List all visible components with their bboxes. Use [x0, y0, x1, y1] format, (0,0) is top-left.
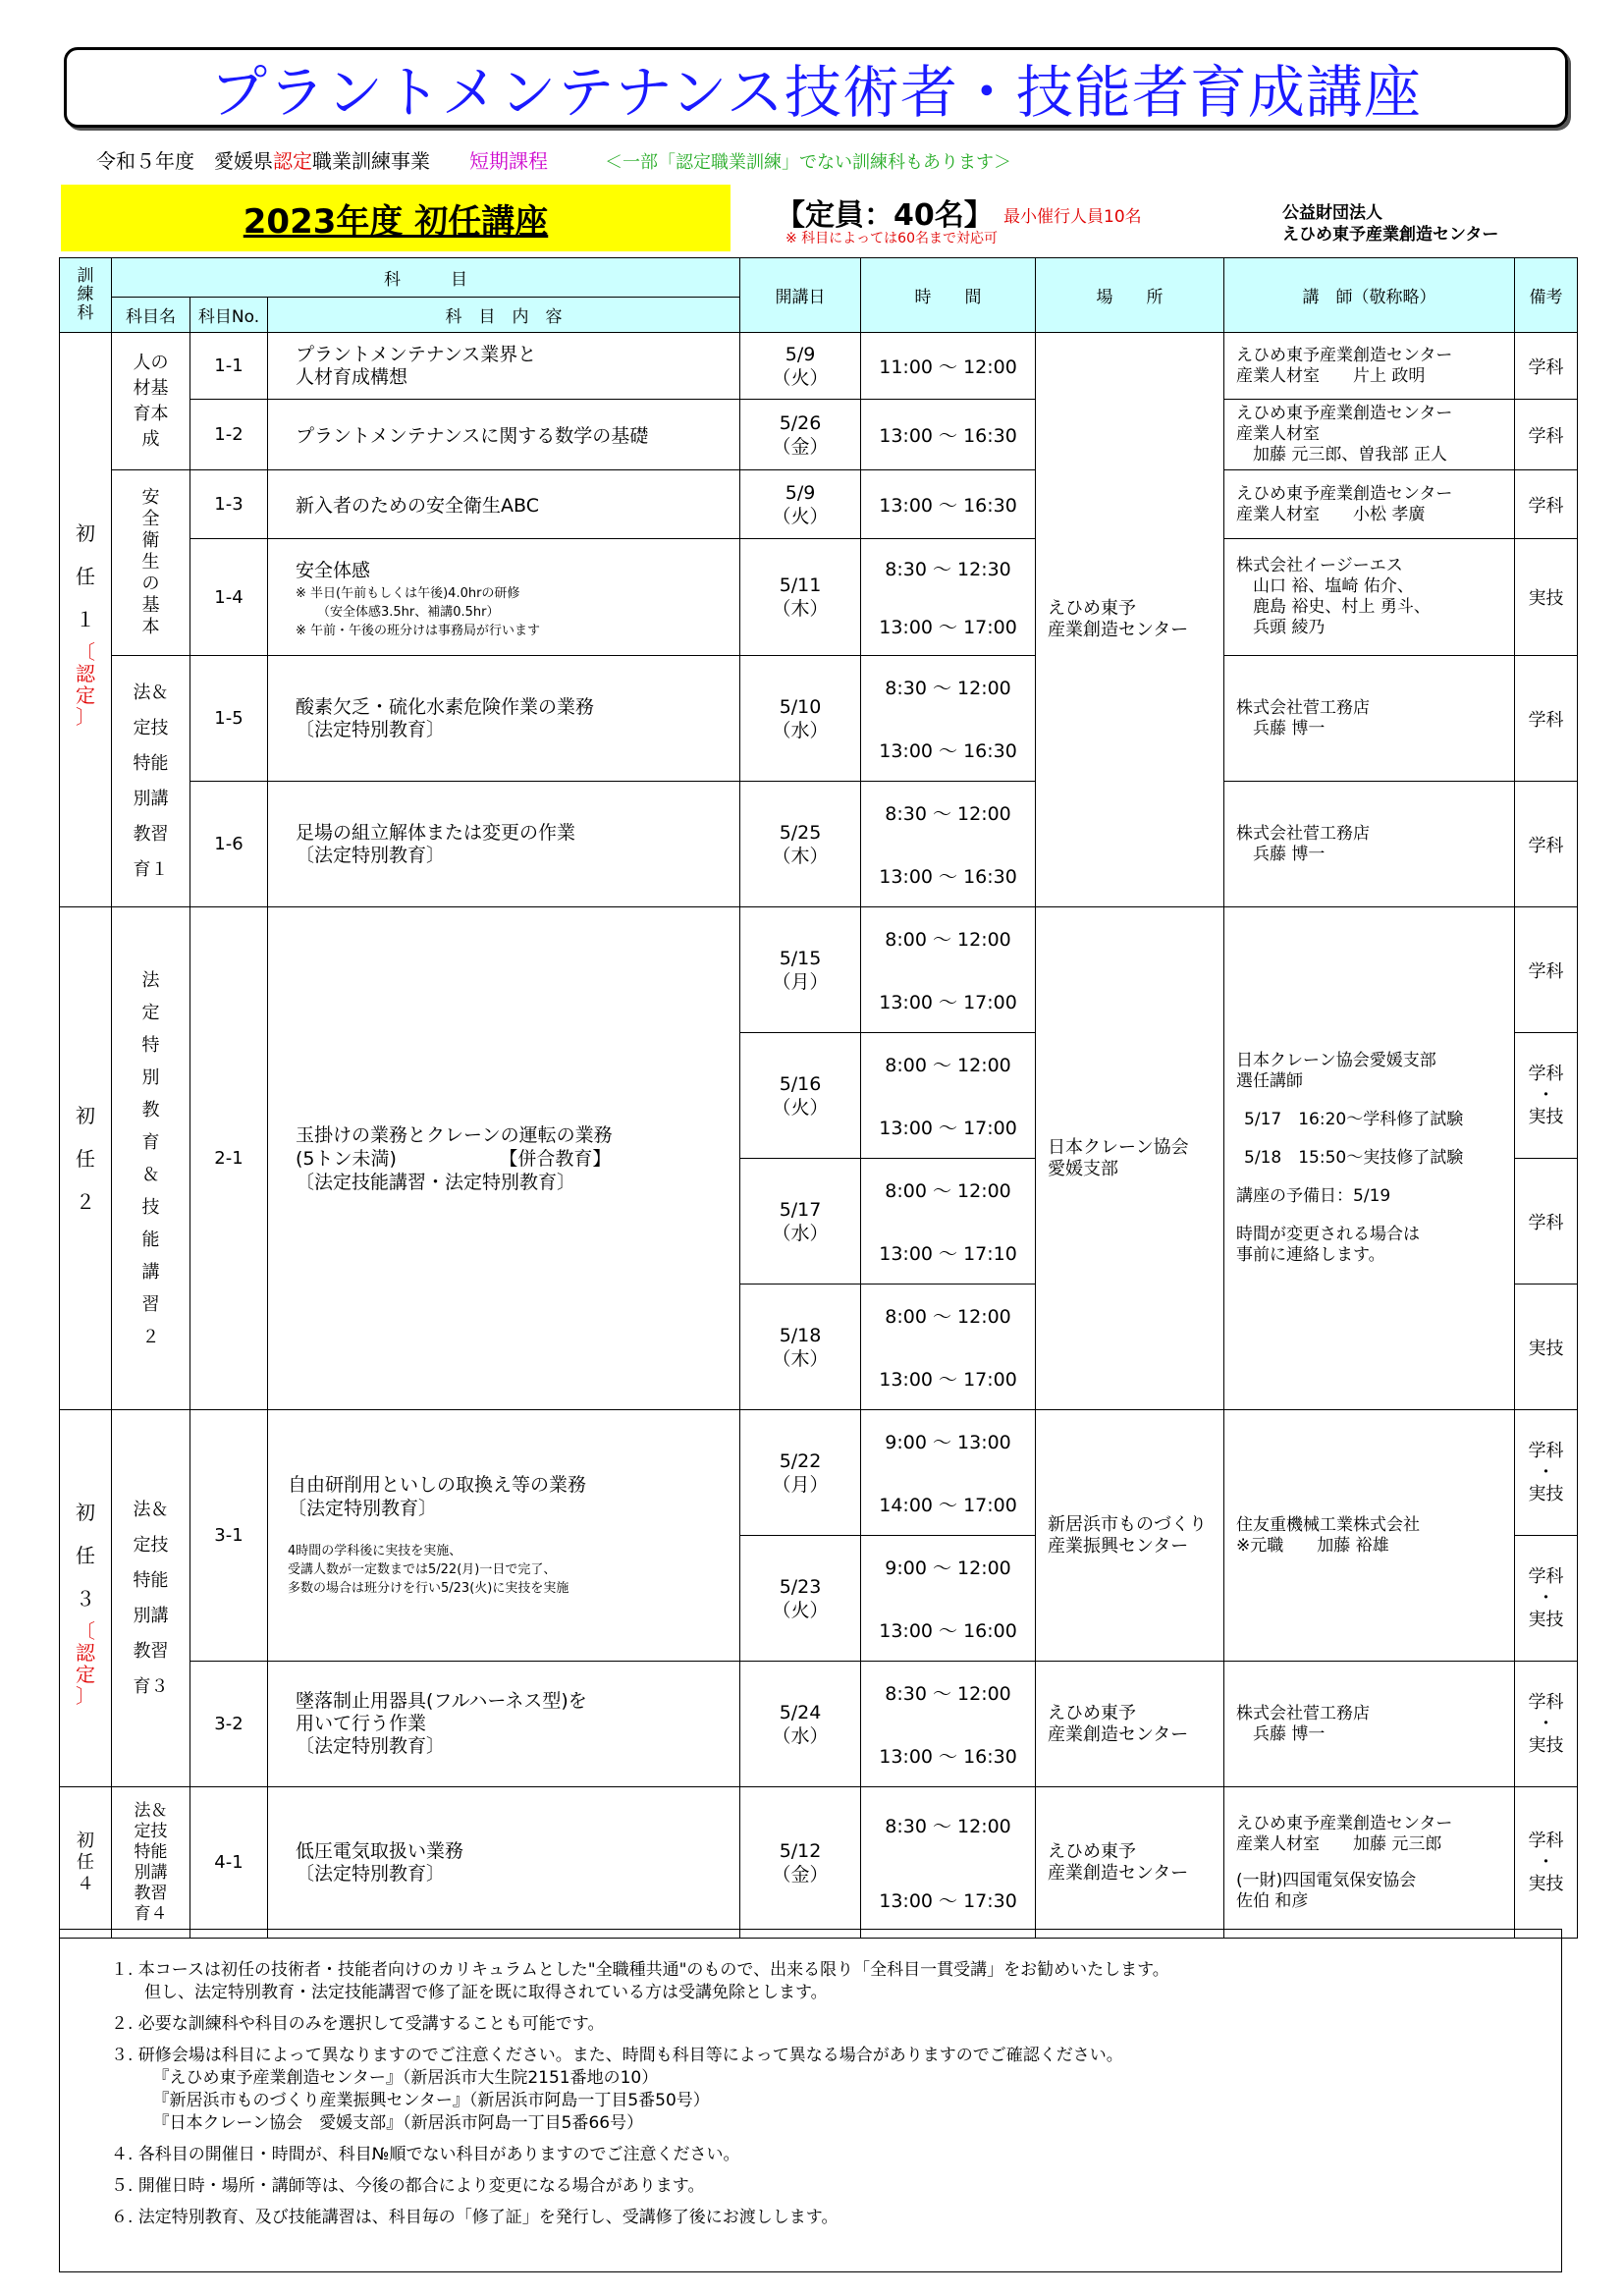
time-cell: 11:00 ～ 12:00: [861, 333, 1036, 400]
time-cell: 8:30 ～ 12:00 13:00 ～ 16:30: [861, 656, 1036, 782]
subject-content: 墜落制止用器具(フルハーネス型)を 用いて行う作業 〔法定特別教育〕: [268, 1662, 740, 1787]
lecturer-cell: えひめ東予産業創造センター 産業人材室 加藤 元三郎 (一財)四国電気保安協会 佐伯 和彦: [1224, 1787, 1515, 1939]
time-cell: 8:00 ～ 12:00 13:00 ～ 17:00: [861, 907, 1036, 1033]
lecturer-cell: 株式会社イージーエス 山口 裕、塩崎 佑介、 鹿島 裕史、村上 勇斗、 兵頭 綾乃: [1224, 539, 1515, 656]
course-shonin4: 初 任 ４: [60, 1787, 112, 1939]
course-shonin3: 初 任 ３ 〔 認 定 〕: [60, 1410, 112, 1787]
time-cell: 8:00 ～ 12:00 13:00 ～ 17:00: [861, 1285, 1036, 1410]
subject-content: プラントメンテナンスに関する数学の基礎: [268, 400, 740, 470]
subject-content: 安全体感 ※ 半日(午前もしくは午後)4.0hrの研修 （安全体感3.5hr、補講0.5hr） ※ 午前・午後の班分けは事務局が行います: [268, 539, 740, 656]
date-cell: 5/26 （金）: [740, 400, 861, 470]
date-cell: 5/24 （水）: [740, 1662, 861, 1787]
date-cell: 5/22 （月）: [740, 1410, 861, 1536]
time-cell: 13:00 ～ 16:30: [861, 470, 1036, 539]
page-title: プラントメンテナンス技術者・技能者育成講座: [210, 59, 1422, 126]
subject-no: 1-4: [190, 539, 268, 656]
note-cell: 実技: [1515, 1285, 1578, 1410]
subject-content: 足場の組立解体または変更の作業 〔法定特別教育〕: [268, 782, 740, 907]
subject-houtei4: 法＆ 定技 特能 別講 教習 育４: [112, 1787, 190, 1939]
note-item: ５. 開催日時・場所・講師等は、今後の都合により変更になる場合があります。: [111, 2176, 705, 2196]
place-cell: えひめ東予 産業創造センター: [1036, 1662, 1224, 1787]
time-cell: 8:00 ～ 12:00 13:00 ～ 17:10: [861, 1159, 1036, 1285]
course-shonin1: 初 任 １ 〔 認 定 〕: [60, 333, 112, 907]
subject-content: 低圧電気取扱い業務 〔法定特別教育〕: [268, 1787, 740, 1939]
subject-no: 4-1: [190, 1787, 268, 1939]
note-cell: 学科: [1515, 333, 1578, 400]
subline-note: ＜一部「認定職業訓練」でない訓練科もあります＞: [605, 152, 1011, 173]
note-cell: 学科 ・ 実技: [1515, 1033, 1578, 1159]
subject-no: 1-1: [190, 333, 268, 400]
subject-content: 自由研削用といしの取換え等の業務 〔法定特別教育〕 4時間の学科後に実技を実施、 受講人数が一定数までは5/22(月)一日で完了、 多数の場合は班分けを行い5/23(火)に実技を実施: [268, 1410, 740, 1662]
subject-content: 玉掛けの業務とクレーンの運転の業務 (5トン未満) 【併合教育】 〔法定技能講習・法定特別教育〕: [268, 907, 740, 1410]
note-item: ２. 必要な訓練科や科目のみを選択して受講することも可能です。: [111, 2014, 605, 2034]
subject-content: 新入者のための安全衛生ABC: [268, 470, 740, 539]
date-cell: 5/16 （火）: [740, 1033, 861, 1159]
note-item: ４. 各科目の開催日・時間が、科目№順でない科目がありますのでご注意ください。: [111, 2145, 740, 2164]
note-cell: 学科: [1515, 470, 1578, 539]
subject-no: 2-1: [190, 907, 268, 1410]
note-cell: 学科: [1515, 656, 1578, 782]
note-cell: 学科: [1515, 907, 1578, 1033]
header-place: 場 所: [1036, 258, 1224, 333]
header-lecturer: 講 師（敬称略）: [1224, 258, 1515, 333]
time-cell: 13:00 ～ 16:30: [861, 400, 1036, 470]
note-cell: 学科: [1515, 400, 1578, 470]
capacity-min: 最小催行人員10名: [1003, 207, 1142, 227]
time-cell: 8:30 ～ 12:00 13:00 ～ 16:30: [861, 1662, 1036, 1787]
date-cell: 5/9 （火）: [740, 333, 861, 400]
note-cell: 学科 ・ 実技: [1515, 1787, 1578, 1939]
note-cell: 実技: [1515, 539, 1578, 656]
place-cell: えひめ東予 産業創造センター: [1036, 333, 1224, 907]
header-kamoku: 科 目: [112, 258, 740, 298]
note-item: ３. 研修会場は科目によって異なりますのでご注意ください。また、時間も科目等によって異なる場合がありますのでご確認ください。 『えひめ東予産業創造センター』（新居浜市大生院2151番地の10） 『新居浜市ものづくり産業振興センター』（新居浜市阿島一丁目5番50号） 『日本クレーン協会 愛媛支部』（新居浜市阿島一丁目5番66号）: [111, 2046, 1123, 2133]
header-kunren: 訓練科: [60, 258, 112, 333]
lecturer-cell: えひめ東予産業創造センター 産業人材室 片上 政明: [1224, 333, 1515, 400]
date-cell: 5/17 （水）: [740, 1159, 861, 1285]
subject-no: 3-2: [190, 1662, 268, 1787]
lecturer-cell: 株式会社菅工務店 兵藤 博一: [1224, 782, 1515, 907]
lecturer-cell: 日本クレーン協会愛媛支部 選任講師 5/17 16:20～学科修了試験 5/18 15:50～実技修了試験 講座の予備日：5/19 時間が変更される場合は 事前に連絡します。: [1224, 907, 1515, 1410]
subject-houtei1: 法＆ 定技 特能 別講 教習 育１: [112, 656, 190, 907]
subtitle-line: [96, 145, 1011, 174]
time-cell: 8:00 ～ 12:00 13:00 ～ 17:00: [861, 1033, 1036, 1159]
subject-content: 酸素欠乏・硫化水素危険作業の業務 〔法定特別教育〕: [268, 656, 740, 782]
header-time: 時 間: [861, 258, 1036, 333]
date-cell: 5/23 （火）: [740, 1536, 861, 1662]
date-cell: 5/11 （木）: [740, 539, 861, 656]
header-kamoku-content: 科 目 内 容: [268, 298, 740, 333]
lecturer-cell: えひめ東予産業創造センター 産業人材室 小松 孝廣: [1224, 470, 1515, 539]
subject-no: 1-5: [190, 656, 268, 782]
time-cell: 9:00 ～ 13:00 14:00 ～ 17:00: [861, 1410, 1036, 1536]
subline-nintei: 認定: [273, 149, 312, 173]
note-cell: 学科 ・ 実技: [1515, 1662, 1578, 1787]
course-heading: 2023年度 初任講座: [243, 201, 549, 242]
org-line1: 公益財団法人: [1282, 203, 1382, 223]
note-cell: 学科: [1515, 782, 1578, 907]
subject-no: 1-2: [190, 400, 268, 470]
header-kamoku-no: 科目No.: [190, 298, 268, 333]
place-cell: えひめ東予 産業創造センター: [1036, 1787, 1224, 1939]
date-cell: 5/9 （火）: [740, 470, 861, 539]
notes-box: [59, 1929, 1562, 2272]
course-shonin2: 初 任 ２: [60, 907, 112, 1410]
lecturer-cell: 株式会社菅工務店 兵藤 博一: [1224, 1662, 1515, 1787]
date-cell: 5/18 （木）: [740, 1285, 861, 1410]
date-cell: 5/25 （木）: [740, 782, 861, 907]
org-line2: えひめ東予産業創造センター: [1282, 225, 1499, 245]
lecturer-cell: 株式会社菅工務店 兵藤 博一: [1224, 656, 1515, 782]
note-item: １. 本コースは初任の技術者・技能者向けのカリキュラムとした"全職種共通"のもので、出来る限り「全科目一貫受講」をお勧めいたします。 但し、法定特別教育・法定技能講習で修了証を既に取得されている方は受講免除とします。: [111, 1960, 1169, 2002]
subject-content: プラントメンテナンス業界と 人材育成構想: [268, 333, 740, 400]
date-cell: 5/15 （月）: [740, 907, 861, 1033]
lecturer-cell: えひめ東予産業創造センター 産業人材室 加藤 元三郎、曽我部 正人: [1224, 400, 1515, 470]
subject-jinzai: 人の 材基 育本 成: [112, 333, 190, 470]
date-cell: 5/10 （水）: [740, 656, 861, 782]
date-cell: 5/12 （金）: [740, 1787, 861, 1939]
capacity-note: ※ 科目によっては60名まで対応可: [785, 231, 998, 246]
note-item: ６. 法定特別教育、及び技能講習は、科目毎の「修了証」を発行し、受講修了後にお渡しします。: [111, 2208, 839, 2227]
subject-no: 1-3: [190, 470, 268, 539]
place-cell: 新居浜市ものづくり 産業振興センター: [1036, 1410, 1224, 1662]
time-cell: 8:30 ～ 12:00 13:00 ～ 16:30: [861, 782, 1036, 907]
subject-no: 3-1: [190, 1410, 268, 1662]
header-date: 開講日: [740, 258, 861, 333]
course-heading-box: [61, 185, 731, 251]
subject-houtei2: 法 定 特 別 教 育 ＆ 技 能 講 習 ２: [112, 907, 190, 1410]
time-cell: 8:30 ～ 12:30 13:00 ～ 17:00: [861, 539, 1036, 656]
capacity-main: 【定員：40名】: [776, 198, 994, 233]
subject-no: 1-6: [190, 782, 268, 907]
lecturer-cell: 住友重機械工業株式会社 ※元職 加藤 裕雄: [1224, 1410, 1515, 1662]
note-cell: 学科 ・ 実技: [1515, 1410, 1578, 1536]
header-kamoku-name: 科目名: [112, 298, 190, 333]
title-box: [64, 47, 1568, 128]
subject-anzen: 安 全 衛 生 の 基 本: [112, 470, 190, 656]
note-cell: 学科 ・ 実技: [1515, 1536, 1578, 1662]
schedule-table: [59, 257, 1578, 1939]
subline-tanki: 短期課程: [469, 149, 548, 173]
subline-jigyo: 職業訓練事業: [312, 149, 450, 173]
header-note: 備考: [1515, 258, 1578, 333]
subline-year: 令和５年度 愛媛県: [96, 149, 273, 173]
place-cell: 日本クレーン協会 愛媛支部: [1036, 907, 1224, 1410]
time-cell: 8:30 ～ 12:00 13:00 ～ 17:30: [861, 1787, 1036, 1939]
note-cell: 学科: [1515, 1159, 1578, 1285]
subject-houtei3: 法＆ 定技 特能 別講 教習 育３: [112, 1410, 190, 1787]
time-cell: 9:00 ～ 12:00 13:00 ～ 16:00: [861, 1536, 1036, 1662]
